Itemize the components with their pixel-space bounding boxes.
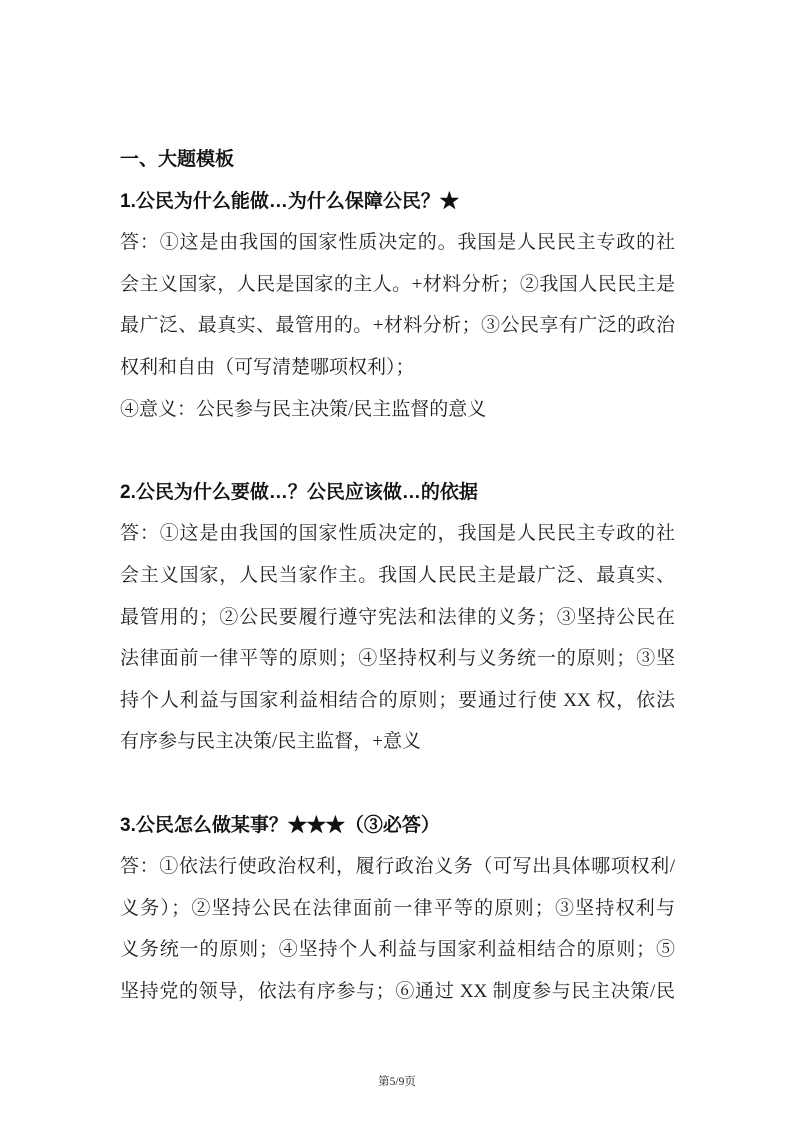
question-block-2 (120, 472, 675, 763)
question-block-3 (120, 805, 675, 1013)
answer-line: 答：①依法行使政治权利，履行政治义务（可写出具体哪项权利/ (120, 856, 675, 878)
section-title: 一、大题模板 (120, 149, 235, 170)
answer-line: 法律面前一律平等的原则；④坚持权利与义务统一的原则；③坚 (120, 648, 675, 670)
answer-line: 持个人利益与国家利益相结合的原则；要通过行使 XX 权，依法 (120, 689, 675, 711)
answer-paragraph (120, 846, 675, 1012)
page-number: 第5/9页 (378, 1076, 416, 1088)
answer-paragraph (120, 222, 675, 388)
answer-paragraph (120, 513, 675, 763)
answer-line: 有序参与民主决策/民主监督，+意义 (120, 731, 421, 753)
question-heading: 1.公民为什么能做…为什么保障公民？★ (120, 190, 459, 212)
question-heading: 2.公民为什么要做…？公民应该做…的依据 (120, 481, 478, 503)
answer-line: 会主义国家，人民是国家的主人。+材料分析；②我国人民民主是 (120, 273, 675, 295)
answer-paragraph (120, 389, 675, 431)
answer-line: 答：①这是由我国的国家性质决定的，我国是人民民主专政的社 (120, 523, 675, 545)
answer-line: 最管用的；②公民要履行遵守宪法和法律的义务；③坚持公民在 (120, 606, 675, 628)
answer-line: 义务）；②坚持公民在法律面前一律平等的原则；③坚持权利与 (120, 897, 675, 919)
answer-line: 最广泛、最真实、最管用的。+材料分析；③公民享有广泛的政治 (120, 315, 675, 337)
question-block-1 (120, 181, 675, 431)
answer-line: 会主义国家，人民当家作主。我国人民民主是最广泛、最真实、 (120, 564, 675, 586)
question-heading: 3.公民怎么做某事？★★★（③必答） (120, 814, 440, 836)
answer-line: 坚持党的领导，依法有序参与；⑥通过 XX 制度参与民主决策/民 (120, 980, 675, 1002)
answer-line: 义务统一的原则；④坚持个人利益与国家利益相结合的原则；⑤ (120, 939, 675, 961)
document-body (120, 139, 675, 1012)
answer-line: 答：①这是由我国的国家性质决定的。我国是人民民主专政的社 (120, 232, 675, 254)
answer-line: 权利和自由（可写清楚哪项权利）； (120, 356, 415, 378)
answer-line: ④意义：公民参与民主决策/民主监督的意义 (120, 398, 487, 420)
